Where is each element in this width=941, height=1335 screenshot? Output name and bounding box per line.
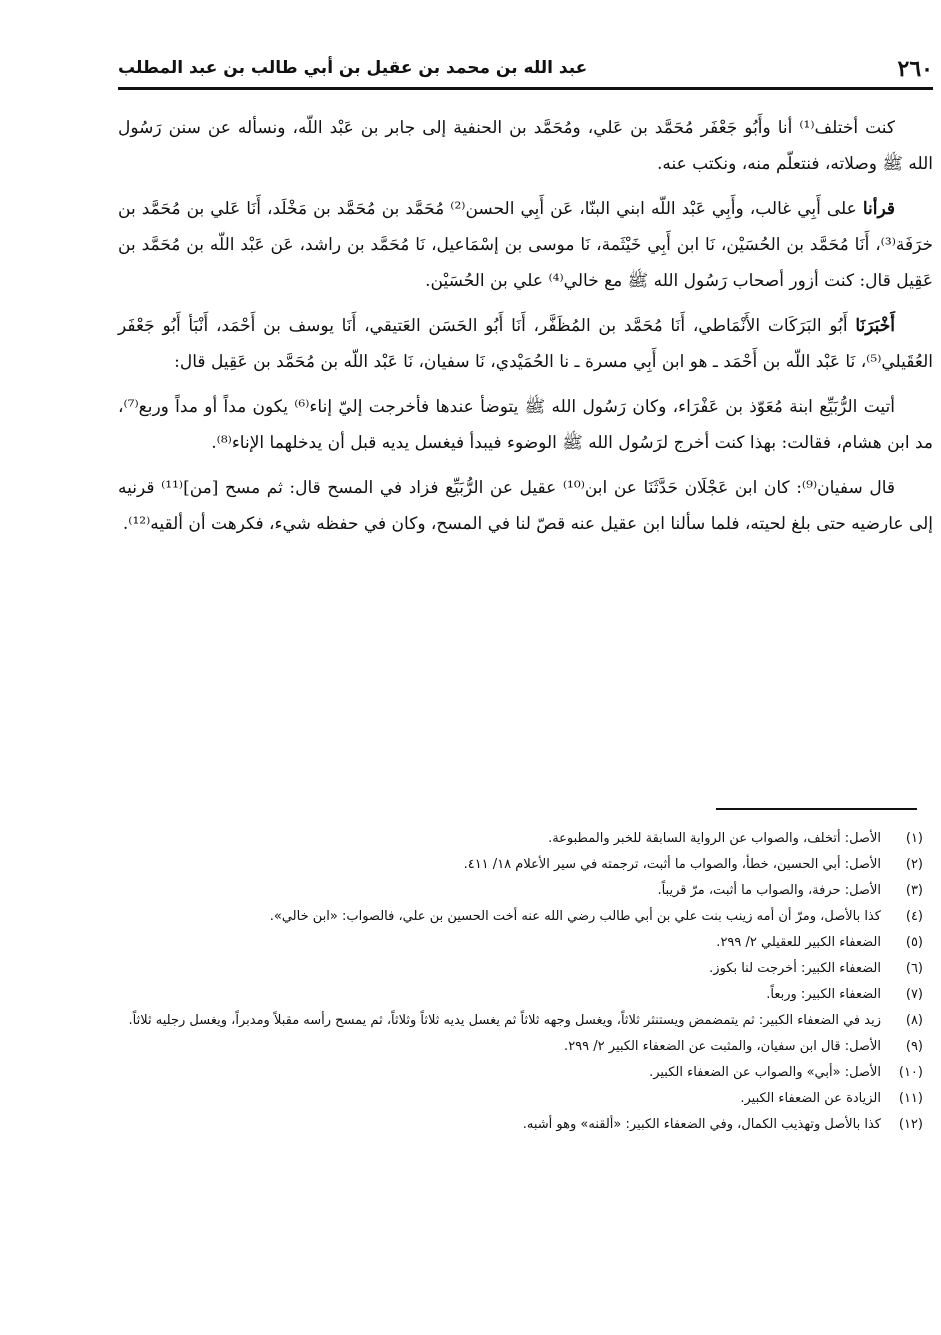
footnote-separator	[716, 808, 917, 810]
footnote-number: (٢)	[905, 857, 923, 872]
header-rule	[118, 87, 933, 90]
page-header	[118, 54, 933, 86]
footnote	[118, 826, 923, 852]
running-title: عبد الله بن محمد بن عقيل بن أبي طالب بن عبد المطلب	[118, 58, 588, 78]
paragraph-3	[118, 308, 933, 380]
footnote-number: (١)	[905, 831, 923, 846]
footnote-number: (٩)	[905, 1039, 923, 1054]
paragraph-text: على أَبِي غالب، وأَبِي عَبْد اللّه ابني البنّا، عَن أَبِي الحسن⁽²⁾ مُحَمَّد بن مُحَمَّد بن مَخْلَد، أَنَا عَلي بن مُحَمَّد بن خرَفَة⁽³⁾، أَنَا مُحَمَّد بن الحُسَيْن، نَا ابن أَبِي خَيْثَمة، نَا موسى بن إسْمَاعيل، نَا مُحَمَّد بن راشد، عَن عَبْد اللّه بن مُحَمَّد بن عَقِيل قال: كنت أزور أصحاب رَسُول الله ﷺ مع خالي⁽⁴⁾ علي بن الحُسَيْن.	[118, 199, 933, 291]
footnote-number: (١٠)	[898, 1065, 923, 1080]
footnote	[118, 1008, 923, 1034]
footnote-text: الأصل: قال ابن سفيان، والمثبت عن الضعفاء الكبير ٢/ ٢٩٩.	[564, 1039, 881, 1054]
paragraph-1	[118, 110, 933, 182]
footnotes	[118, 826, 923, 1138]
footnote	[118, 1112, 923, 1138]
footnote	[118, 904, 923, 930]
footnote	[118, 1034, 923, 1060]
footnote-number: (١٢)	[898, 1117, 923, 1132]
paragraph-2	[118, 191, 933, 299]
footnote-text: الأصل: أتخلف، والصواب عن الرواية السابقة للخبر والمطبوعة.	[548, 831, 881, 846]
footnote	[118, 930, 923, 956]
footnote	[118, 1060, 923, 1086]
paragraph-lead: قرأنا	[862, 199, 896, 219]
footnote	[118, 878, 923, 904]
footnote-number: (٨)	[905, 1013, 923, 1028]
footnote-text: الضعفاء الكبير: وربعاً.	[766, 987, 881, 1002]
footnote	[118, 982, 923, 1008]
footnote-number: (٤)	[905, 909, 923, 924]
footnote-number: (٥)	[905, 935, 923, 950]
footnote-text: الزيادة عن الضعفاء الكبير.	[740, 1091, 881, 1106]
paragraph-text: قال سفيان⁽⁹⁾: كان ابن عَجْلَان حَدَّثَنَا عن ابن⁽¹⁰⁾ عقيل عن الرُّبَيِّع فزاد في المسح قال: ثم مسح [من]⁽¹¹⁾ قرنيه إلى عارضيه حتى بلغ لحيته، فلما سألنا ابن عقيل عنه قصّ لنا في المسح، وكان في حفظه شيء، فكرهت أن ألقيه⁽¹²⁾.	[118, 478, 933, 534]
paragraph-text: أَبُو البَرَكَات الأَنْمَاطي، أَنَا مُحَمَّد بن المُظَفَّر، أَنَا أَبُو الحَسَن العَتيقي، أَنَا يوسف بن أَحْمَد، أَنْبَأ أَبُو جَعْفَر العُقَيلي⁽⁵⁾، نَا عَبْد اللّه بن أَحْمَد ـ هو ابن أَبِي مسرة ـ نا الحُمَيْدي، نَا سفيان، نَا عَبْد اللّه بن مُحَمَّد بن عَقِيل قال:	[118, 316, 933, 372]
main-text	[118, 110, 933, 551]
paragraph-text: أتيت الرُّبَيِّع ابنة مُعَوّذ بن عَفْرَاء، وكان رَسُول الله ﷺ يتوضأ عندها فأخرجت إليّ إناء⁽⁶⁾ يكون مداً أو مداً وربع⁽⁷⁾، مد ابن هشام، فقالت: بهذا كنت أخرج لرَسُول الله ﷺ الوضوء فيبدأ فيغسل يديه قبل أن يدخلهما الإناء⁽⁸⁾.	[118, 397, 933, 453]
paragraph-5	[118, 470, 933, 542]
paragraph-text: كنت أختلف⁽¹⁾ أنا وأَبُو جَعْفَر مُحَمَّد بن عَلي، ومُحَمَّد بن الحنفية إلى جابر بن عَبْد اللّه، ونسأله عن سنن رَسُول الله ﷺ وصلاته، فنتعلّم منه، ونكتب عنه.	[118, 118, 933, 174]
footnote-text: كذا بالأصل وتهذيب الكمال، وفي الضعفاء الكبير: «ألقنه» وهو أشبه.	[522, 1117, 881, 1132]
footnote-number: (٣)	[905, 883, 923, 898]
footnote-number: (١١)	[898, 1091, 923, 1106]
page-number: ٢٦٠	[897, 56, 933, 82]
footnote-text: الأصل: «أبي» والصواب عن الضعفاء الكبير.	[649, 1065, 881, 1080]
footnote-text: الضعفاء الكبير للعقيلي ٢/ ٢٩٩.	[716, 935, 881, 950]
footnote-text: الأصل: أبي الحسين، خطأ، والصواب ما أثبت، ترجمته في سير الأعلام ١٨/ ٤١١.	[463, 857, 881, 872]
footnote-text: الأصل: حرفة، والصواب ما أثبت، مرّ قريباً.	[657, 883, 881, 898]
footnote	[118, 956, 923, 982]
footnote-text: كذا بالأصل، ومرّ أن أمه زينب بنت علي بن أبي طالب رضي الله عنه أخت الحسين بن علي، فالصواب: «ابن خالي».	[269, 909, 881, 924]
footnote-number: (٧)	[905, 987, 923, 1002]
paragraph-lead: أَخْبَرَنَا	[855, 316, 895, 336]
footnote-text: زيد في الضعفاء الكبير: ثم يتمضمض ويستنثر ثلاثاً، ويغسل وجهه ثلاثاً ثم يغسل يديه ثلاثاً وثلاثاً، ثم يمسح رأسه مقبلاً ومدبراً، ويغسل رجليه ثلاثاً.	[128, 1013, 881, 1028]
footnote	[118, 1086, 923, 1112]
footnote-number: (٦)	[905, 961, 923, 976]
footnote	[118, 852, 923, 878]
footnote-text: الضعفاء الكبير: أخرجت لنا بكوز.	[709, 961, 881, 976]
paragraph-4	[118, 389, 933, 461]
